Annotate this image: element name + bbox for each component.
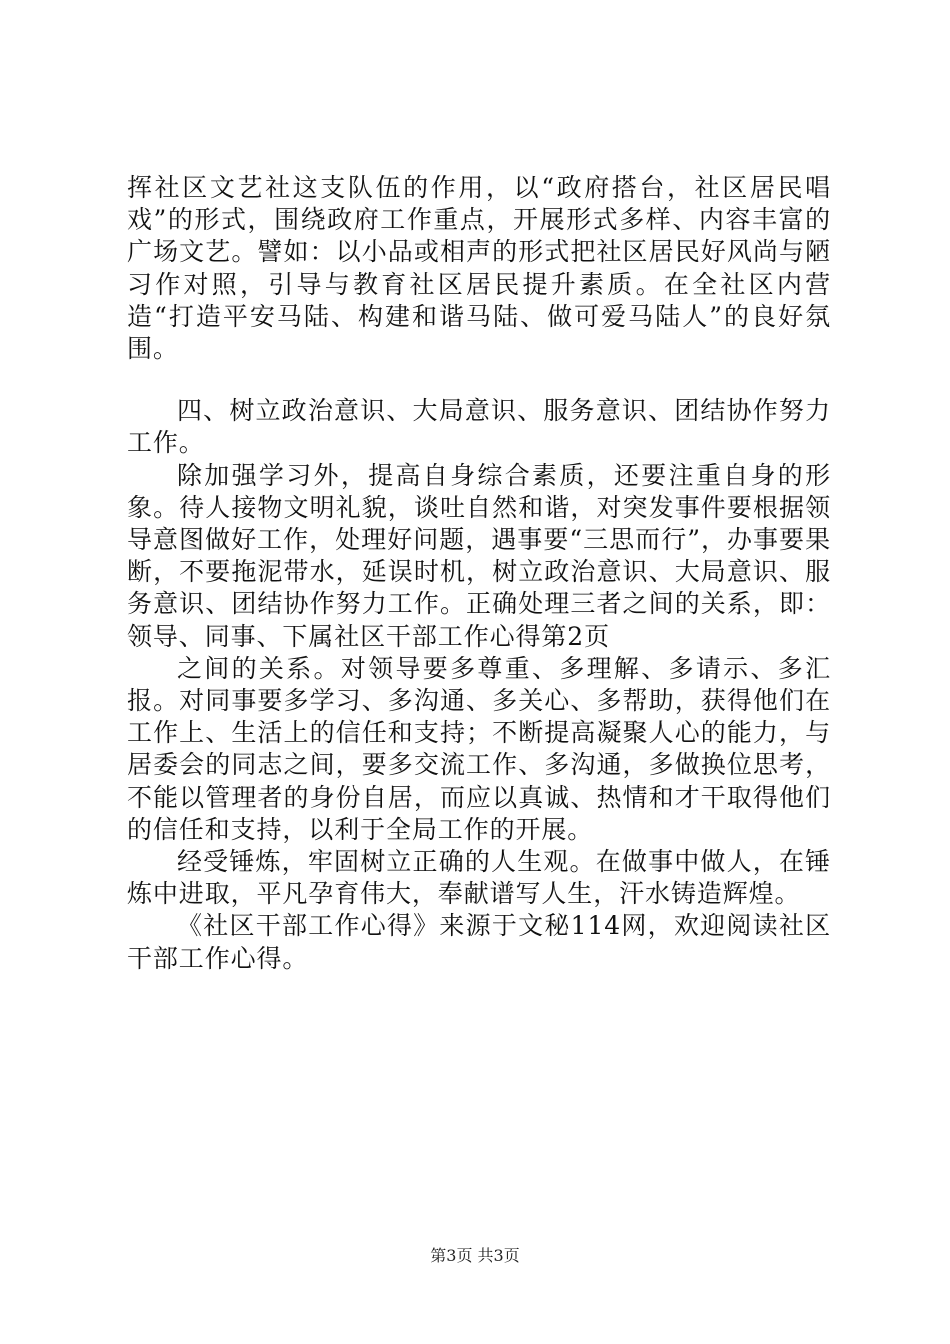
- paragraph-6: 《社区干部工作心得》来源于文秘114网，欢迎阅读社区干部工作心得。: [127, 911, 831, 973]
- paragraph-2-heading: 四、树立政治意识、大局意识、服务意识、团结协作努力工作。: [127, 396, 831, 458]
- paragraph-5: 经受锤炼，牢固树立正确的人生观。在做事中做人，在锤炼中进取，平凡孕育伟大，奉献谱写人生，汗水铸造辉煌。: [127, 847, 831, 909]
- document-body: [127, 172, 831, 975]
- paragraph-1: 挥社区文艺社这支队伍的作用，以“政府搭台，社区居民唱戏”的形式，围绕政府工作重点，开展形式多样、内容丰富的广场文艺。譬如：以小品或相声的形式把社区居民好风尚与陋习作对照，引导与教育社区居民提升素质。在全社区内营造“打造平安马陆、构建和谐马陆、做可爱马陆人”的良好氛围。: [127, 173, 831, 364]
- paragraph-3: 除加强学习外，提高自身综合素质，还要注重自身的形象。待人接物文明礼貌，谈吐自然和谐，对突发事件要根据领导意图做好工作，处理好问题，遇事要“三思而行”，办事要果断，不要拖泥带水，延误时机，树立政治意识、大局意识、服务意识、团结协作努力工作。正确处理三者之间的关系，即：领导、同事、下属社区干部工作心得第2页: [127, 460, 831, 651]
- paragraph-4: 之间的关系。对领导要多尊重、多理解、多请示、多汇报。对同事要多学习、多沟通、多关心、多帮助，获得他们在工作上、生活上的信任和支持；不断提高凝聚人心的能力，与居委会的同志之间，要多交流工作、多沟通，多做换位思考，不能以管理者的身份自居，而应以真诚、热情和才干取得他们的信任和支持，以利于全局工作的开展。: [127, 653, 831, 844]
- paragraph-gap: [127, 365, 831, 395]
- page-number-footer: 第3页 共3页: [430, 1246, 520, 1265]
